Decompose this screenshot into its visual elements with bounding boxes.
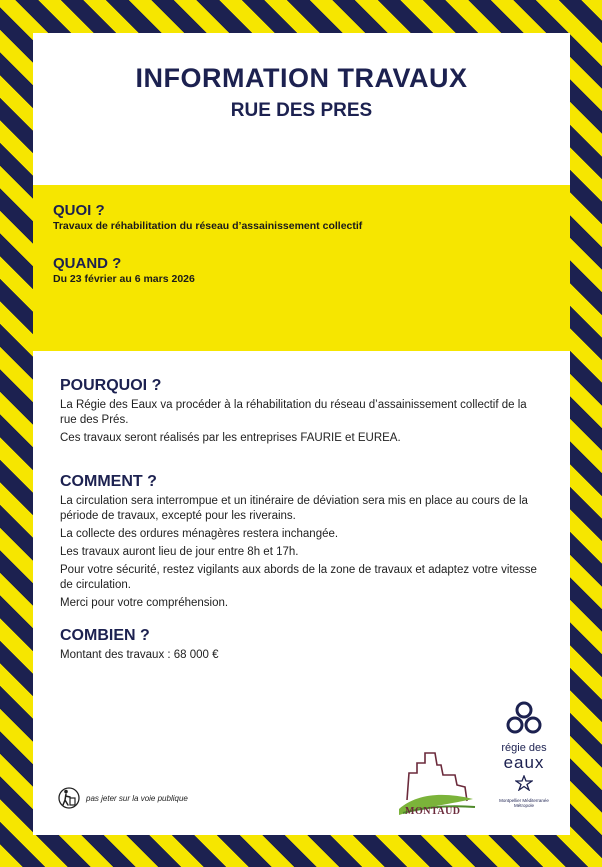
comment-paragraph: La collecte des ordures ménagères restera inchangée. xyxy=(60,528,339,540)
montaud-label: MONTAUD xyxy=(405,806,461,817)
comment-section xyxy=(60,473,545,614)
pourquoi-paragraph: La Régie des Eaux va procéder à la réhabilitation du réseau d’assainissement collectif de la rue des Prés. xyxy=(60,399,527,426)
combien-section xyxy=(60,627,545,666)
pourquoi-section xyxy=(60,377,545,449)
footer-note-text: pas jeter sur la voie publique xyxy=(86,793,188,803)
regie-name-line1: régie des xyxy=(501,742,547,754)
comment-paragraph: Les travaux auront lieu de jour entre 8h et 17h. xyxy=(60,546,299,558)
comment-paragraph: La circulation sera interrompue et un itinéraire de déviation sera mis en place au cours de la période de travaux, excepté pour les riverains. xyxy=(60,495,528,522)
combien-heading: COMBIEN ? xyxy=(60,627,150,644)
quoi-text: Travaux de réhabilitation du réseau d’assainissement collectif xyxy=(53,220,363,232)
pourquoi-paragraph: Ces travaux seront réalisés par les entreprises FAURIE et EUREA. xyxy=(60,432,401,444)
quand-heading: QUAND ? xyxy=(53,255,122,272)
quand-block xyxy=(53,255,195,285)
litter-bin-icon xyxy=(58,785,80,811)
comment-paragraph: Pour votre sécurité, restez vigilants aux abords de la zone de travaux et adaptez votre vitesse de circulation. xyxy=(60,564,537,591)
quoi-heading: QUOI ? xyxy=(53,202,105,219)
metropole-label: Montpellier Méditerranée Métropole xyxy=(499,798,549,808)
title-block xyxy=(33,63,570,122)
regie-des-eaux-logo xyxy=(491,701,557,808)
combien-text: Montant des travaux : 68 000 € xyxy=(60,649,219,661)
quand-text: Du 23 février au 6 mars 2026 xyxy=(53,273,195,285)
metropole-star-icon xyxy=(515,775,533,791)
comment-paragraph: Merci pour votre compréhension. xyxy=(60,597,229,609)
regie-name-line2: eaux xyxy=(503,753,545,772)
footer-note xyxy=(58,785,188,811)
pourquoi-heading: POURQUOI ? xyxy=(60,377,162,394)
quoi-block xyxy=(53,202,362,232)
notice-sheet xyxy=(33,33,570,835)
yellow-info-band xyxy=(33,185,570,351)
page-subtitle: RUE DES PRES xyxy=(230,100,373,121)
comment-heading: COMMENT ? xyxy=(60,473,157,490)
page-title: INFORMATION TRAVAUX xyxy=(135,63,468,93)
regie-drops-icon xyxy=(504,701,544,735)
